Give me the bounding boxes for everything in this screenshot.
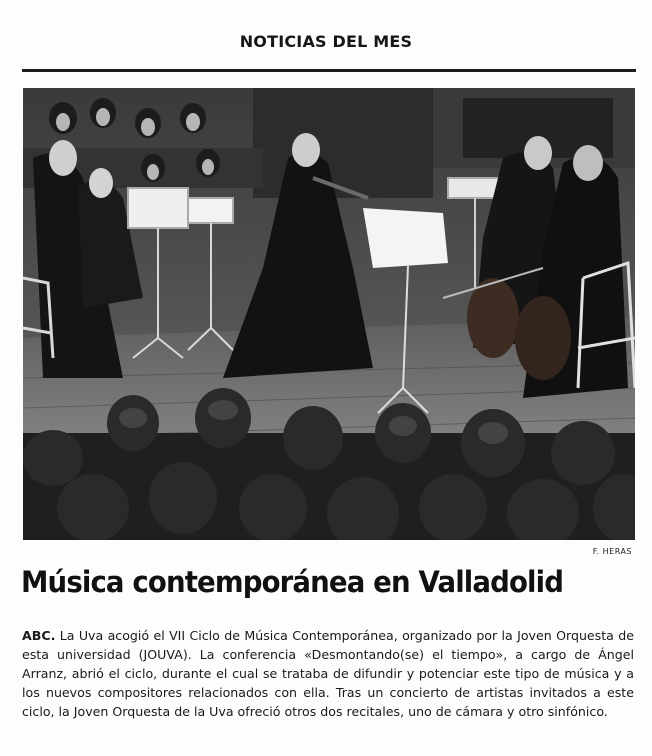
article-lead: ABC. <box>22 628 56 643</box>
photo-credit: F. HERAS <box>592 547 632 556</box>
article-body <box>22 626 634 721</box>
concert-photo-icon <box>23 88 635 540</box>
header-rule <box>22 69 636 72</box>
concert-photo <box>23 88 635 540</box>
article-headline: Música contemporánea en Valladolid <box>21 565 564 599</box>
article-body-text: La Uva acogió el VII Ciclo de Música Contemporánea, organizado por la Joven Orquesta de esta universidad (JOUVA). La conferencia «Desmontando(se) el tiempo», a cargo de Ángel Arranz, abrió el ciclo, durante el cual se trataba de difundir y potenciar este tipo de música y a los nuevos compositores relacionados con ella. Tras un concierto de artistas invitados a este ciclo, la Joven Orquesta de la Uva ofreció otros dos recitales, uno de cámara y otro sinfónico. <box>22 628 634 719</box>
section-title: NOTICIAS DEL MES <box>239 32 413 51</box>
